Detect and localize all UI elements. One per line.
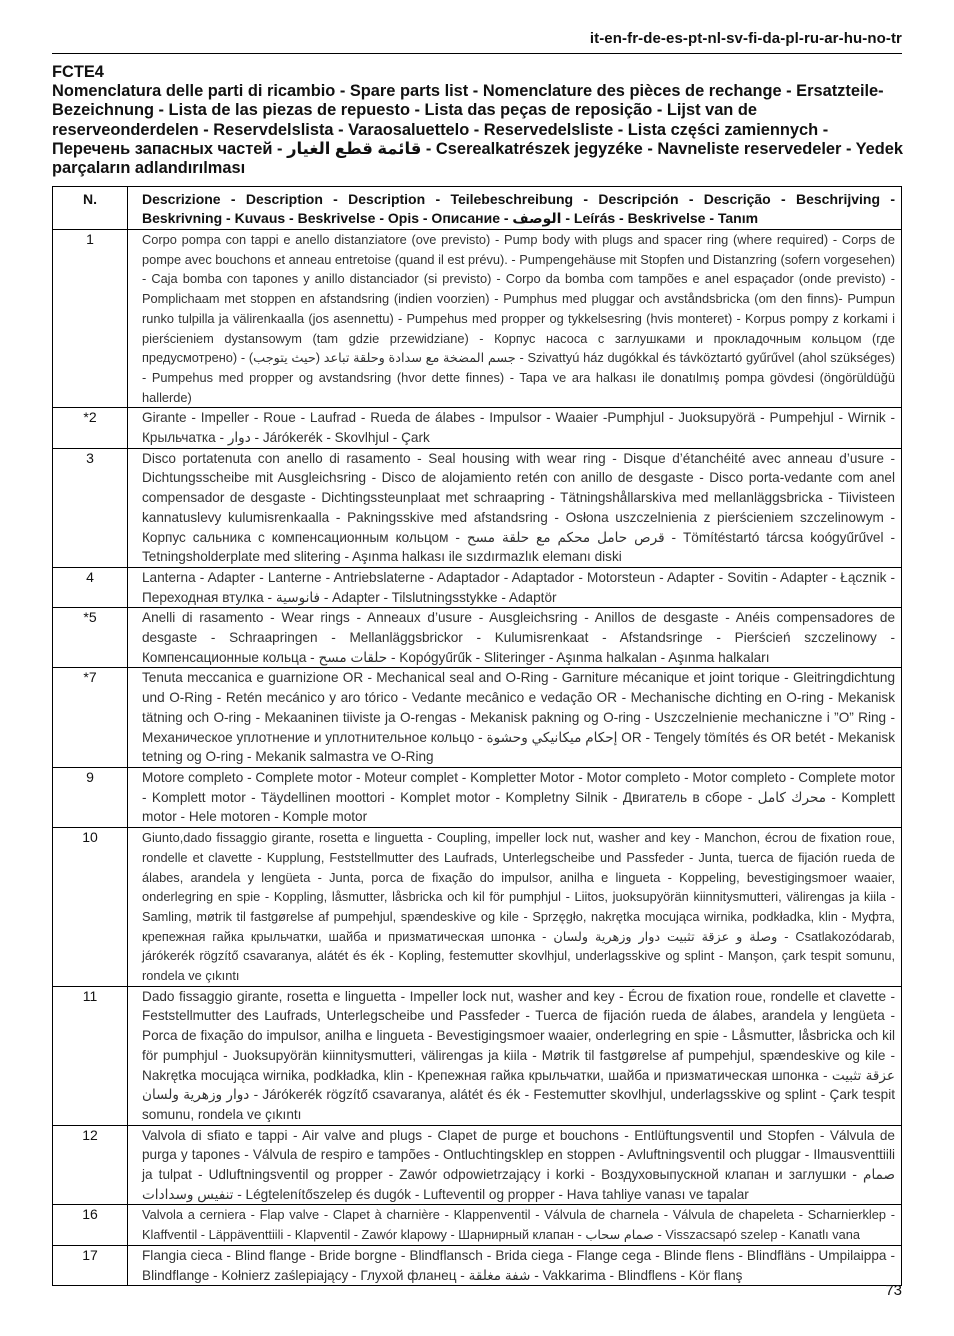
table-row [53, 230, 902, 408]
part-number: 1 [53, 230, 128, 408]
part-number: 11 [53, 986, 128, 1125]
part-description: Corpo pompa con tappi e anello distanziatore (ove previsto) - Pump body with plugs and spacer ring (where required) - Corps de pompe avec bouchons et anneau entretoise (quand il est prévu). - Pumpengehäuse mit Stopfen und Distanzring (sofern vorgesehen) - Caja bomba con tapones y anillo distanciador (si previsto) - Corpo da bomba com tampões e anel espaçador (onde previsto) - Pomplichaam met stoppen en afstandsring (indien voorzien) - Pumphus med pluggar och avståndsbricka (om den finns)- Pumpun runko tulpilla ja välirenkaalla (jos asennettu) - Pumpehus med propper og tykkelsesring (hvis monteret) - Korpus pompy z korkami i pierścieniem dystansowym (tam gdzie przewidziane) - Корпус насоса с заглушками и прокладочным кольцом (где предусмотрено) - جسم المضخة مع سدادة وحلقة تباعد (حيث يتوجب) - Szivattyú ház dugókkal és távköztartó gyűrűvel (ahol szükséges) - Pumpehus med propper og avstandsring (hvor dette finnes) - Tapa ve ara halkası ile donatılmış pompa gövdesi (öngörüldüğü hallerde) [128, 230, 902, 408]
part-description: Tenuta meccanica e guarnizione OR - Mechanical seal and O-Ring - Garniture mécanique et joint torique - Gleitringdichtung und O-Ring - Retén mecánico y aro tórico - Vedante mecânico e vedação OR - Mechanische dichting en O-ring - Mekanisk tätning och O-ring - Mekaaninen tiiviste ja O-rengas - Mekanisk pakning og O-ring - Uszczelnienie mechaniczne i ”O” Ring - Механическое уплотнение и уплотнительное кольцо - إحكام ميكانيكي وحشوة OR - Tengely tömítés és OR betét - Mekanisk tetning og O-ring - Mekanik salmastra ve O-Ring [128, 668, 902, 768]
table-row [53, 1205, 902, 1245]
table-row [53, 1245, 902, 1285]
part-description: Flangia cieca - Blind flange - Bride borgne - Blindflansch - Brida ciega - Flange cega - Blinde flens - Blindfläns - Umpilaippa - Blindflange - Kołnierz zaślepiający - Глухой фланец - شفة مغلقة - Vakkarima - Blindflens - Kör flanş [128, 1245, 902, 1285]
part-number: *5 [53, 608, 128, 668]
part-number: *7 [53, 668, 128, 768]
document-title: Nomenclatura delle parti di ricambio - Spare parts list - Nomenclature des pièces de rechange - Ersatzteile-Bezeichnung - Lista de las piezas de repuesto - Lista das peças de reposição - Lijst van de reserveonderdelen - Reservdelslista - Varaosaluettelo - Reservedelsliste - Lista części zamiennych - Перечень запасных частей - قائمة قطع الغيار - Cserealkatrészek jegyzéke - Navneliste reservedeler - Yedek parçaların adlandırılması [52, 82, 904, 178]
table-row [53, 448, 902, 567]
header-rule [52, 53, 902, 54]
part-number: *2 [53, 408, 128, 448]
part-number: 12 [53, 1125, 128, 1205]
part-number: 16 [53, 1205, 128, 1245]
column-header-number: N. [53, 187, 128, 230]
table-row [53, 608, 902, 668]
part-description: Dado fissaggio girante, rosetta e linguetta - Impeller lock nut, washer and key - Écrou de fixation roue, rondelle et clavette - Feststellmutter des Laufrads, Unterlegscheibe und Passfeder - Tuerca de fijación rueda de álabes, arandela y lengüeta - Porca de fixação do impulsor, anilha e lingueta - Bevestigingsmoer waaier, onderlegring en spie - Låsmutter, låsbricka och kil för pumphjul - Juoksupyörän kiinnitysmutteri, välirengas ja kiila - Møtrik til fastgørelse af pumpehjul, spændeskive og kile - Nakrętka mocująca wirnika, podkładka, klin - Крепежная гайка крыльчатки, шайба и призматическая шпонка - عزقة تثبيت دوار وزهرية ولسان - Járókerék rögzítő csavaranya, alátét és ék - Festemutter skovlhjul, underlagsskive og splint - Çark tespit somunu, rondela ve çıkıntı [128, 986, 902, 1125]
part-description: Lanterna - Adapter - Lanterne - Antriebslaterne - Adaptador - Adaptador - Motorsteun - Adapter - Sovitin - Adapter - Łącznik - Переходная втулка - فانوسية - Adapter - Tilslutningsstykke - Adaptör [128, 567, 902, 607]
table-header-row [53, 187, 902, 230]
column-header-description: Descrizione - Description - Description - Teilebeschreibung - Descripción - Descrição - Beschrijving - Beskrivning - Kuvaus - Beskrivelse - Opis - Описание - الوصف - Leírás - Beskrivelse - Tanım [128, 187, 902, 230]
part-number: 3 [53, 448, 128, 567]
part-description: Valvola di sfiato e tappi - Air valve and plugs - Clapet de purge et bouchons - Entlüftungsventil und Stopfen - Válvula de purga y tapones - Válvula de respiro e tampões - Ontluchtingsklep en stoppen - Avluftningsventil och pluggar - Ilmausventtiili ja tulpat - Udluftningsventil og propper - Zawór odpowietrzający i korki - Воздуховыпускной клапан и заглушки - صمام تنفيس وسدادات - Légtelenítőszelep és dugók - Lufteventil og propper - Hava tahliye vanası ve tapalar [128, 1125, 902, 1205]
part-number: 9 [53, 767, 128, 827]
table-row [53, 408, 902, 448]
table-row [53, 767, 902, 827]
table-row [53, 567, 902, 607]
spare-parts-table [52, 186, 902, 1286]
part-number: 4 [53, 567, 128, 607]
part-description: Motore completo - Complete motor - Moteur complet - Kompletter Motor - Motor completo - Motor completo - Complete motor - Komplett motor - Täydellinen moottori - Komplet motor - Kompletny Silnik - Двигатель в сборе - محرك كامل - Komplett motor - Hele motoren - Komple motor [128, 767, 902, 827]
model-code: FCTE4 [52, 63, 104, 81]
part-description: Valvola a cerniera - Flap valve - Clapet à charnière - Klappenventil - Válvula de charnela - Válvula de chapeleta - Scharnierklep - Klaffventil - Läppäventtiili - Klapventil - Zawór klapowy - Шарнирный клапан - صمام سحاب - Visszacsapó szelep - Kanatlı vana [128, 1205, 902, 1245]
table-row [53, 1125, 902, 1205]
part-description: Girante - Impeller - Roue - Laufrad - Rueda de álabes - Impulsor - Waaier -Pumphjul - Juoksupyörä - Pumpehjul - Wirnik - Крыльчатка - دوار - Járókerék - Skovlhjul - Çark [128, 408, 902, 448]
language-codes: it-en-fr-de-es-pt-nl-sv-fi-da-pl-ru-ar-hu-no-tr [589, 30, 902, 47]
part-number: 10 [53, 828, 128, 987]
table-row [53, 828, 902, 987]
table-row [53, 668, 902, 768]
page-number: 73 [885, 1282, 902, 1299]
document-header [52, 63, 904, 178]
part-description: Giunto,dado fissaggio girante, rosetta e linguetta - Coupling, impeller lock nut, washer and key - Manchon, écrou de fixation roue, rondelle et clavette - Kupplung, Feststellmutter des Laufrads, Unterlegscheibe und Passfeder - Junta, tuerca de fijación rueda de álabes, arandela y lengüeta - Junta, porca de fixação do impulsor, anilha e lingueta - Koppeling, bevestigingsmoer waaier, onderlegring en spie - Koppling, låsmutter, låsbricka och kil för pumphjul - Liitos, juoksupyörän kiinnitysmutteri, välirengas ja kiila - Samling, møtrik til fastgørelse af pumpehjul, spændeskive og kile - Sprzęgło, nakrętka mocująca wirnika, podkładka, klin - Муфта, крепежная гайка крыльчатки, шайба и призматическая шпонка - وصلة و عزقة تثبيت دوار وزهرية ولسان - Csatlakozódarab, járókerék rögzítő csavaranya, alátét és ék - Kopling, festemutter skovlhjul, underlagsskive og splint - Manşon, çark tespit somunu, rondela ve çıkıntı [128, 828, 902, 987]
part-description: Anelli di rasamento - Wear rings - Anneaux d’usure - Ausgleichsring - Anillos de desgaste - Anéis compensadores de desgaste - Schraapringen - Mellanläggsbrickor - Kulumisrenkaat - Afstandsringe - Pierścień szczelinowy - Компенсационные кольца - حلقات مسح - Kopógyűrűk - Sliteringer - Aşınma halkalan - Aşınma halkaları [128, 608, 902, 668]
part-number: 17 [53, 1245, 128, 1285]
part-description: Disco portatenuta con anello di rasamento - Seal housing with wear ring - Disque d’étanchéité avec anneau d’usure - Dichtungsscheibe mit Ausgleichsring - Disco de alojamiento retén con anillo de desgaste - Disco porta-vedante com anel compensador de desgaste - Dichtingssteunplaat met schraapring - Tätningshållarskiva med mellanläggsbricka - Tiivisteen kannatuslevy kulumisrenkaalla - Pakningsskive med afstandsring - Osłona uszczelnienia z pierścieniem szczelinowym - Корпус сальника с компенсационным кольцом - قرص حامل محكم مع حلقة مسح - Tömítéstartó tárcsa koógyűrűvel - Tetningsholderplate med slitering - Aşınma halkası ile sızdırmazlık elemanı diski [128, 448, 902, 567]
table-row [53, 986, 902, 1125]
